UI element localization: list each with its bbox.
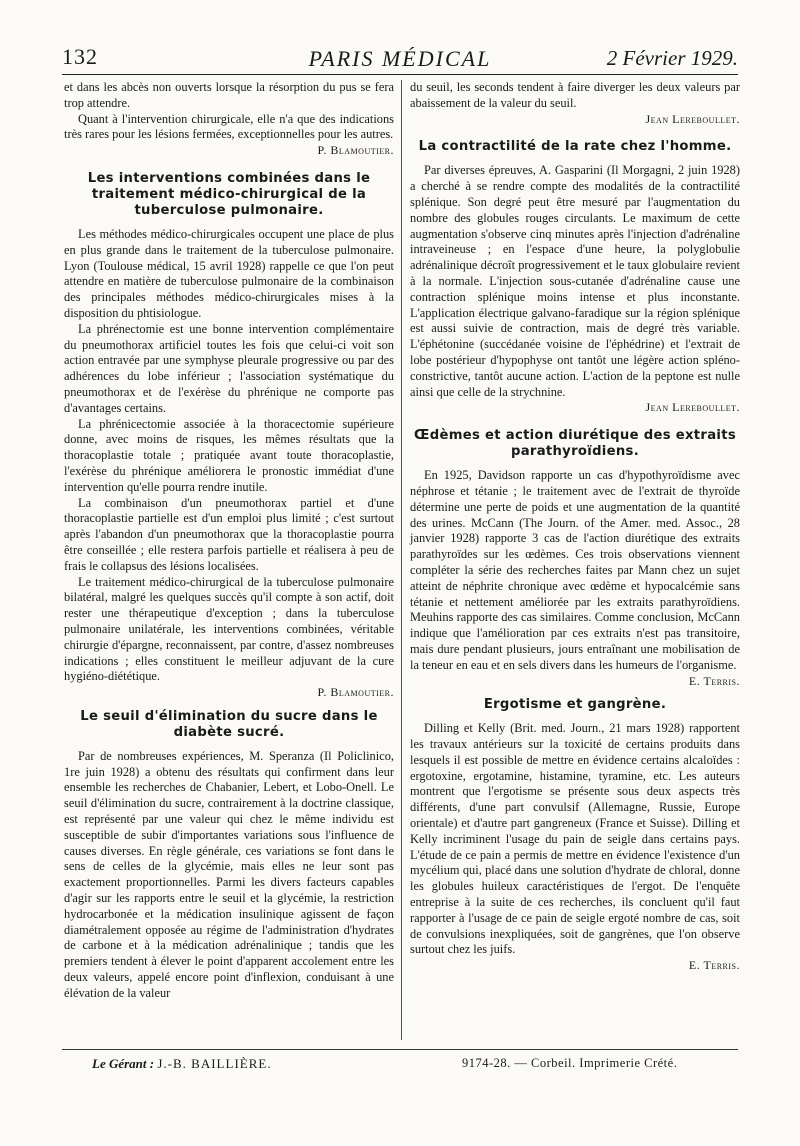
column-divider bbox=[401, 80, 402, 1040]
paragraph: La phrénectomie est une bonne intervention complémentaire du pneumothorax artificiel toutes les fois que celui-ci voit son action entravée par une symphyse pleurale progressive ou par des adhérences du lobe inférieur ; l'association systématique du pneumothorax et de l'exérèse du phrénique ne comporte pas d'avantages certains. bbox=[64, 321, 394, 415]
author-signature: P. Blamoutier. bbox=[317, 685, 394, 700]
page-footer bbox=[62, 1056, 738, 1076]
journal-title: PARIS MÉDICAL bbox=[308, 46, 492, 71]
issue-date: 2 Février 1929. bbox=[606, 46, 738, 70]
paragraph: Les méthodes médico-chirurgicales occupent une place de plus en plus grande dans le traitement de la tuberculose pulmonaire. Lyon (Toulouse médical, 15 avril 1928) rappelle ce que l'on peut attendre en matière de tuberculose pulmonaire de la combinaison des principales méthodes médico-chirurgicales mises à la disposition du phtisiologue. bbox=[64, 226, 394, 320]
gerant-label: Le Gérant : bbox=[92, 1056, 155, 1071]
author-signature: E. Terris. bbox=[688, 958, 740, 973]
gerant-name: J.-B. BAILLIÈRE. bbox=[157, 1056, 272, 1071]
paragraph: Le traitement médico-chirurgical de la tuberculose pulmonaire bilatéral, malgré les quelques succès qu'il compte à son actif, doit rester une thérapeutique d'exception ; dans la tuberculose pulmonaire unilatérale, les interventions combinées, véritable chirurgie d'épargne, reconnaissent, par contre, d'assez nombreuses indications ; elles constituent le meilleur adjuvant de la cure hygiéno-diététique. bbox=[64, 574, 394, 684]
author-signature: P. Blamoutier. bbox=[317, 143, 394, 158]
imprint: 9174-28. — Corbeil. Imprimerie Crété. bbox=[462, 1056, 678, 1070]
left-column bbox=[64, 80, 394, 1002]
gerant-line bbox=[92, 1056, 272, 1072]
paragraph: du seuil, les seconds tendent à faire diverger les deux valeurs par abaissement de la valeur du seuil. bbox=[410, 80, 740, 110]
paragraph: Par diverses épreuves, A. Gasparini (Il Morgagni, 2 juin 1928) a cherché à se rendre compte des modalités de la contractilité splénique. Son degré peut être mesuré par l'augmentation du nombre des globules rouges circulants. Le maximum de cette augmentation s'observe cinq minutes après l'injection d'adrénaline intraveineuse ; en l'espace d'une heure, la polyglobulie adrénalinique décroît progressivement et le taux globulaire revient à la normale. L'injection sous-cutanée d'adrénaline cause une contraction splénique moins intense et plus inconstante. L'application électrique galvano-faradique sur la région splénique est aussi suivie de contraction, mais de degré très variable. L'éphétonine (succédanée voisine de l'éphédrine) et l'extrait de lobe postérieur d'hypophyse ont tantôt une légère action spléno-constrictive, tantôt aucune action. L'action de la peptone est nulle ainsi que celle de la strychnine. bbox=[410, 163, 740, 399]
right-column bbox=[410, 80, 740, 974]
author-signature: Jean Lereboullet. bbox=[645, 111, 740, 126]
paragraph: Dilling et Kelly (Brit. med. Journ., 21 mars 1928) rapportent les travaux antérieurs sur la toxicité de certains produits dans lesquels il est possible de mettre en évidence certains alcaloïdes : ergotoxine, ergotamine, histamine, tyramine, etc. Les auteurs montrent que l'ergotisme se présente sous deux aspects très différents, d'une part convulsif (Allemagne, Russie, Europe orientale) et d'autre part gangreneux (France et Suisse). Dilling et Kelly incriminent l'usage du pain de seigle dans certains pays. L'étude de ce pain a permis de mettre en évidence l'existence d'un mycélium qui, placé dans une solution d'hydrate de chloral, donne les globules huileux caractéristiques de l'ergot. De l'enquête entreprise à la suite de ces recherches, ils concluent qu'il faut rapporter à l'usage de ce pain de seigle ergoté nombre de cas, soit de convulsions inexpliquées, soit de gangrènes, que l'on observe surtout chez les juifs. bbox=[410, 721, 740, 957]
article-heading: La contractilité de la rate chez l'homme. bbox=[418, 139, 732, 155]
paragraph: Par de nombreuses expériences, M. Speranza (Il Policlinico, 1re juin 1928) a obtenu des résultats qui confirment dans leur ensemble les recherches de Chabanier, Lebert, et Lobo-Onell. Le seuil d'élimination du sucre, contrairement à la doctrine classique, est représenté par une valeur qui chez le même individu est susceptible de subir d'importantes variations sous l'influence de causes diverses. En règle générale, ces variations se font dans le sens de celles de la glycémie, mais elles ne leur sont pas exactement proportionnelles. Parmi les divers facteurs capables d'agir sur les rapports entre le seuil et la glycémie, la restriction hydrocarbonée et la médication insulinique agissent de façon diamétralement opposée au régime de l'administration d'hydrates de carbone et à la médication adrénalinique ; tandis que les premiers tendent à élever le point d'apparent accolement entre les deux valeurs, appelé encore point d'inflexion, conduisant à une élévation de la valeur bbox=[64, 748, 394, 1000]
page-number: 132 bbox=[62, 44, 98, 69]
article-heading: Ergotisme et gangrène. bbox=[483, 697, 667, 713]
paragraph: En 1925, Davidson rapporte un cas d'hypothyroïdisme avec néphrose et tétanie ; le traitement avec de l'extrait de thyroïde détermine une perte de poids et une augmentation de la quantité des urines. McCann (The Journ. of the Amer. med. Assoc., 28 janvier 1928) rapporte 3 cas de l'action diurétique des extraits parathyroïdes sur les œdèmes. Ces trois observations viennent compléter la série des recherches faites par Mann chez un sujet atteint de néphrite chronique avec œdème et hypocalcémie sans tétanie et nettement améliorée par les extraits parathyroïdiens. Meuhins rapporte des cas similaires. Comme conclusion, McCann indique que l'amélioration par ces extraits n'est pas transitoire, mais dure pendant plusieurs, jours entraînant une mobilisation de la teneur en eau et en sels divers dans les humeurs de l'organisme. bbox=[410, 468, 740, 672]
author-signature: E. Terris. bbox=[688, 673, 740, 688]
article-heading: Les interventions combinées dans le traitement médico-chirurgical de la tuberculose pulmonaire. bbox=[87, 170, 371, 218]
header-rule bbox=[62, 74, 738, 75]
paragraph: Quant à l'intervention chirurgicale, elle n'a que des indications très rares pour les lésions fermées, exceptionnelles pour les autres. bbox=[64, 111, 394, 142]
article-heading: Œdèmes et action diurétique des extraits parathyroïdiens. bbox=[414, 428, 736, 460]
paragraph: La combinaison d'un pneumothorax partiel et d'une thoracoplastie partielle est d'un emploi plus limité ; c'est surtout après l'abandon d'un pneumothorax que la thoracoplastie pourra être conseillée ; elle restera parfois partielle et réalisera à peu de frais le collapsus des lésions localisées. bbox=[64, 495, 394, 573]
article-heading: Le seuil d'élimination du sucre dans le diabète sucré. bbox=[80, 708, 378, 740]
paragraph: et dans les abcès non ouverts lorsque la résorption du pus se fera trop attendre. bbox=[64, 80, 394, 110]
footer-rule bbox=[62, 1049, 738, 1050]
author-signature: Jean Lereboullet. bbox=[645, 400, 740, 415]
paragraph: La phrénicectomie associée à la thoracectomie supérieure donne, avec moins de risques, les mêmes résultats que la thoracoplastie totale ; pratiquée avant toute thoracoplastie, l'exérèse du phrénique améliorera le pronostic immédiat d'une intervention qu'elle pourra rendre inutile. bbox=[64, 416, 394, 494]
page-header bbox=[62, 44, 738, 72]
